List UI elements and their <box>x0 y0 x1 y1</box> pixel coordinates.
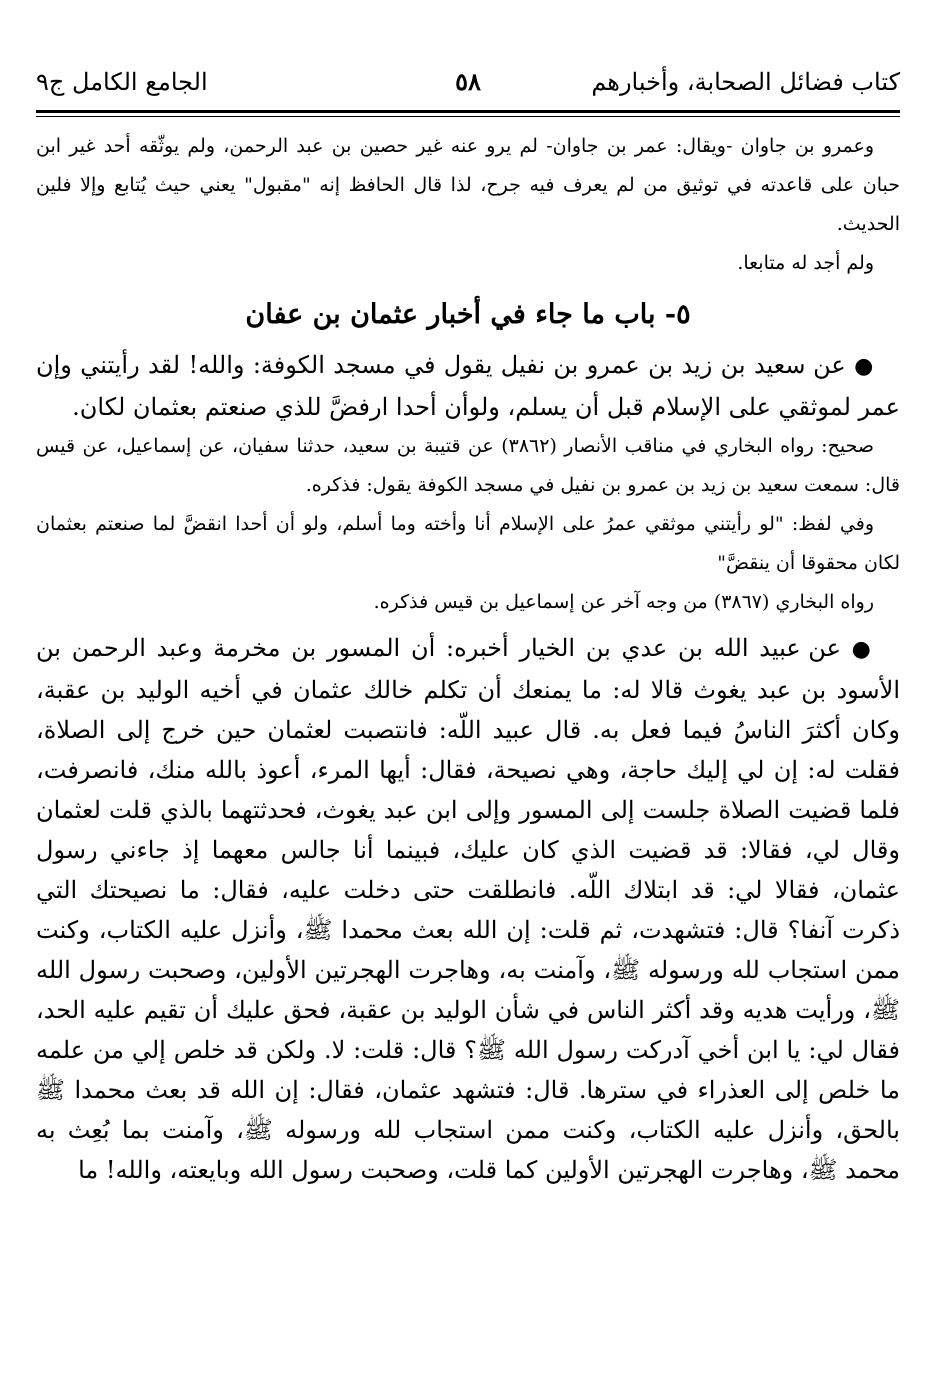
page-number: ٥٨ <box>455 67 481 96</box>
takhrij-paragraph: وفي لفظ: "لو رأيتني موثقي عمرُ على الإسلام أنا وأخته وما أسلم، ولو أن أحدا انقضَّ لما صنعتم بعثمان لكان محقوقا أن ينقضَّ" <box>36 513 900 574</box>
header-rule-thick <box>36 110 900 113</box>
book-title: كتاب فضائل الصحابة، وأخبارهم <box>591 68 900 96</box>
chapter-title: ٥- باب ما جاء في أخبار عثمان بن عفان <box>245 299 691 330</box>
takhrij-paragraph: رواه البخاري (٣٨٦٧) من وجه آخر عن إسماعيل بن قيس فذكره. <box>373 591 874 613</box>
footnote-paragraph: ولم أجد له متابعا. <box>737 252 874 274</box>
takhrij-paragraph: صحيح: رواه البخاري في مناقب الأنصار (٣٨٦٢) عن قتيبة بن سعيد، حدثنا سفيان، عن إسماعيل، عن قيس قال: سمعت سعيد بن زيد بن عمرو بن نفيل في مسجد الكوفة يقول: فذكره. <box>36 435 900 496</box>
bullet-icon: ● <box>854 354 874 379</box>
book-page <box>36 60 900 1190</box>
footnote-paragraph: وعمرو بن جاوان -ويقال: عمر بن جاوان- لم يرو عنه غير حصين بن عبد الرحمن، ولم يوثّقه أحد غير ابن حبان على قاعدته في توثيق من لم يعرف فيه جرح، لذا قال الحافظ إنه "مقبول" يعني حيث يُتابع وإلا فلين الحديث. <box>36 135 900 235</box>
volume-label: الجامع الكامل ج٩ <box>36 68 208 96</box>
hadith-1-text: عن سعيد بن زيد بن عمرو بن نفيل يقول في مسجد الكوفة: والله! لقد رأيتني وإن عمر لموثقي على الإسلام قبل أن يسلم، ولوأن أحدا ارفضَّ للذي صنعتم بعثمان لكان. <box>36 351 900 421</box>
hadith-text <box>36 345 900 427</box>
hadith-text <box>36 628 900 1190</box>
bullet-icon: ● <box>851 637 874 662</box>
page-header <box>36 60 900 104</box>
hadith-2-text: عن عبيد الله بن عدي بن الخيار أخبره: أن المسور بن مخرمة وعبد الرحمن بن الأسود بن عبد يغوث قالا له: ما يمنعك أن تكلم خالك عثمان في أخيه الوليد بن عقبة، وكان أكثرَ الناسُ فيما فعل به. قال عبيد اللّه: فانتصبت لعثمان حين خرج إلى الصلاة، فقلت له: إن لي إليك حاجة، وهي نصيحة، فقال: أيها المرء، أعوذ بالله منك، فانصرفت، فلما قضيت الصلاة جلست إلى المسور وإلى ابن عبد يغوث، فحدثتهما بالذي قلت لعثمان وقال لي، فقالا: قد قضيت الذي كان عليك، فبينما أنا جالس معهما إذ جاءني رسول عثمان، فقالا لي: قد ابتلاك اللّه. فانطلقت حتى دخلت عليه، فقال: ما نصيحتك التي ذكرت آنفا؟ قال: فتشهدت، ثم قلت: إن الله بعث محمدا ﷺ، وأنزل عليه الكتاب، وكنت ممن استجاب لله ورسوله ﷺ، وآمنت به، وهاجرت الهجرتين الأولين، وصحبت رسول الله ﷺ، ورأيت هديه وقد أكثر الناس في شأن الوليد بن عقبة، فحق عليك أن تقيم عليه الحد، فقال لي: يا ابن أخي آدركت رسول الله ﷺ؟ قال: قلت: لا. ولكن قد خلص إلي من علمه ما خلص إلى العذراء في سترها. قال: فتشهد عثمان، فقال: إن الله قد بعث محمدا ﷺ بالحق، وأنزل عليه الكتاب، وكنت ممن استجاب لله ورسوله ﷺ، وآمنت بما بُعِث به محمد ﷺ، وهاجرت الهجرتين الأولين كما قلت، وصحبت رسول الله وبايعته، والله! ما <box>36 634 901 1184</box>
header-rule-thin <box>36 116 900 117</box>
